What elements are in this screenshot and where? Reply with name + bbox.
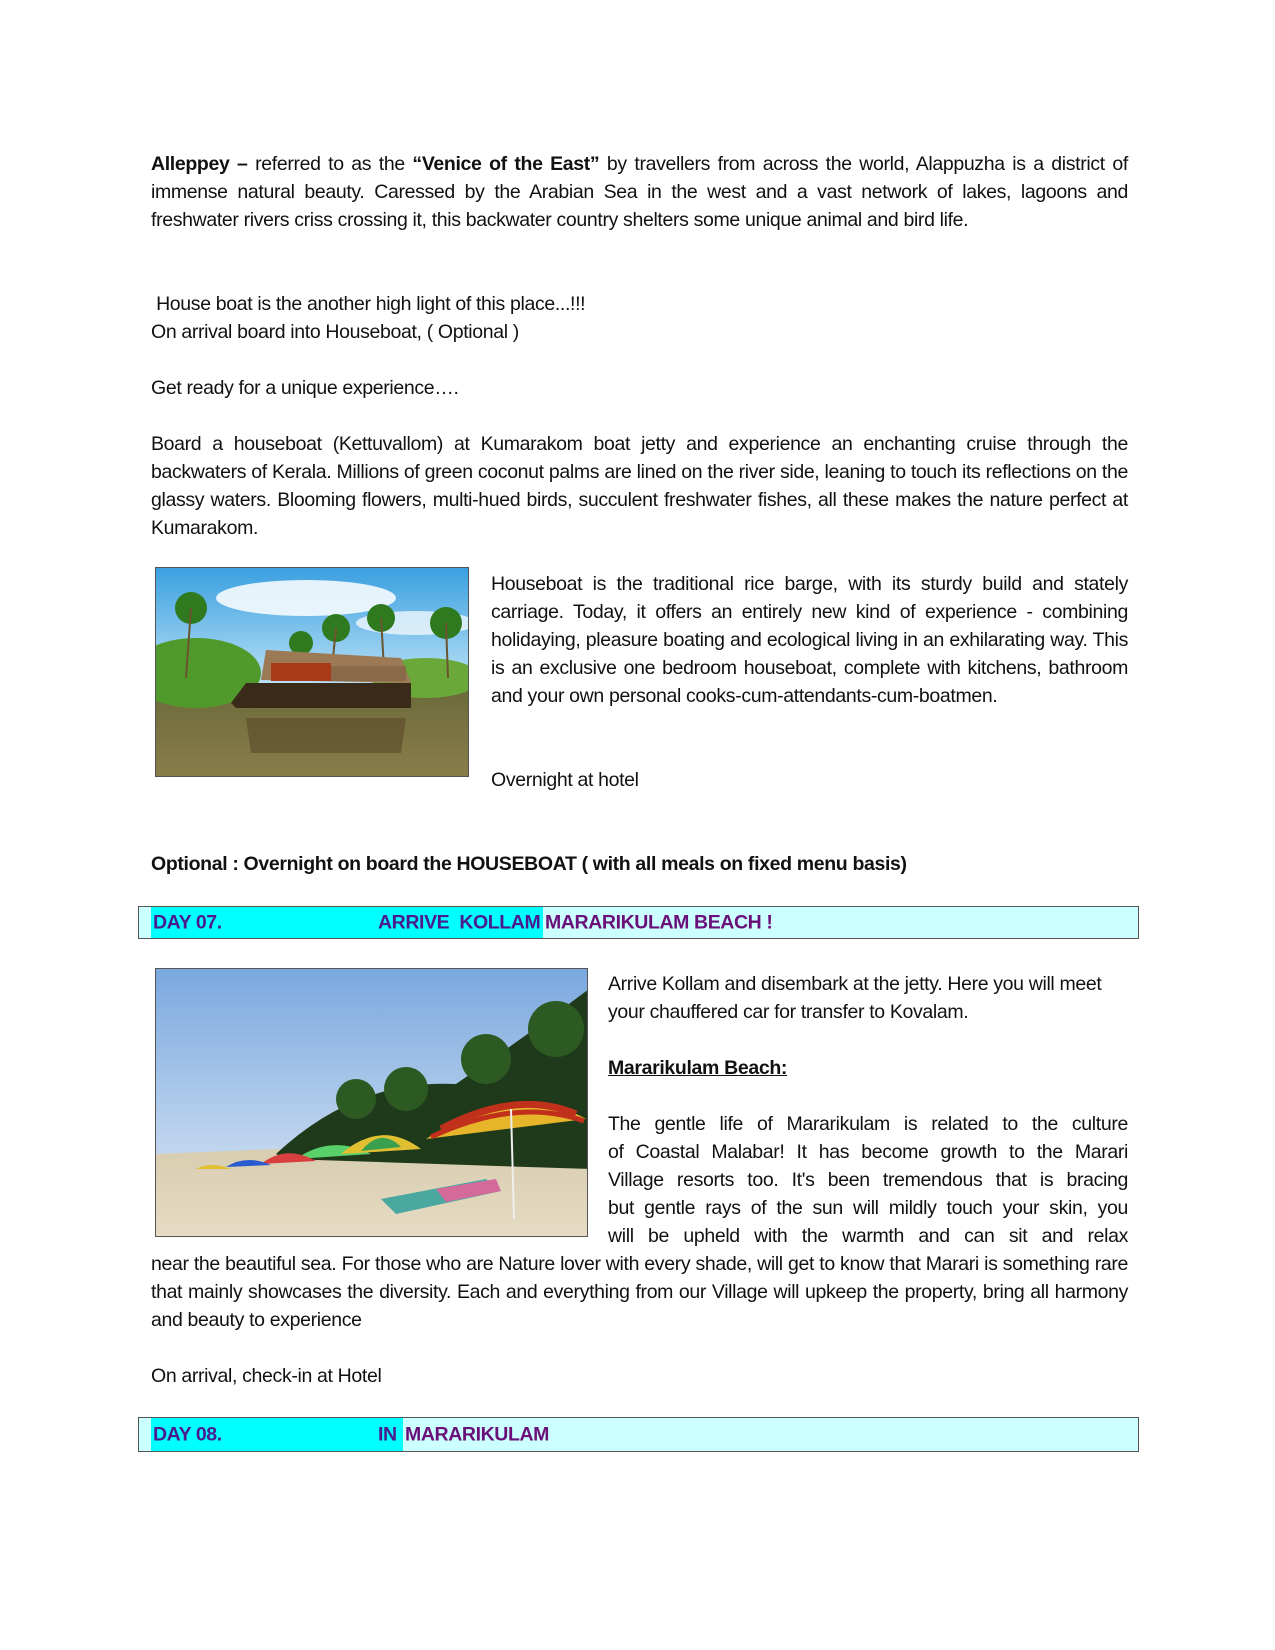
beach-line: will be upheld with the warmth and can sit and relax bbox=[608, 1225, 1128, 1247]
overnight-hotel-text: Overnight at hotel bbox=[491, 769, 639, 791]
intro-text-b: by travellers from across the world, Alappuzha is a district of immense natural beauty. Caressed by the Arabian Sea in the west and a vast network of lakes, lagoons and freshwater rivers criss crossing it, this backwater country shelters some unique animal and bird life. bbox=[151, 153, 1128, 231]
beach-image bbox=[155, 968, 588, 1237]
intro-quote: “Venice of the East” bbox=[412, 153, 600, 175]
day08-number: DAY 08. bbox=[153, 1423, 222, 1445]
day07-bar bbox=[138, 906, 1139, 939]
day08-action: IN bbox=[378, 1423, 397, 1445]
intro-place: Alleppey – bbox=[151, 153, 248, 175]
day07-action: ARRIVE KOLLAM bbox=[378, 911, 541, 933]
beach-line: of Coastal Malabar! It has become growth to the Marari bbox=[608, 1141, 1128, 1163]
houseboat-image bbox=[155, 567, 469, 777]
checkin-text: On arrival, check-in at Hotel bbox=[151, 1365, 382, 1387]
day07-place: MARARIKULAM BEACH ! bbox=[545, 911, 773, 933]
kollam-arrival-text: Arrive Kollam and disembark at the jetty. Here you will meet your chauffered car for transfer to Kovalam. bbox=[608, 973, 1102, 1023]
houseboat-highlight: House boat is the another high light of this place...!!! bbox=[151, 293, 586, 315]
houseboat-illustration bbox=[156, 568, 469, 777]
get-ready-text: Get ready for a unique experience…. bbox=[151, 377, 459, 399]
intro-text-a: referred to as the bbox=[247, 153, 413, 175]
beach-continued: near the beautiful sea. For those who are Nature lover with every shade, will get to know that Marari is something rare that mainly showcases the diversity. Each and everything from our Village will upkeep the property, bring all harmony and beauty to experience bbox=[151, 1253, 1128, 1331]
beach-line: but gentle rays of the sun will mildly touch your skin, you bbox=[608, 1197, 1128, 1219]
optional-overnight-heading: Optional : Overnight on board the HOUSEBOAT ( with all meals on fixed menu basis) bbox=[151, 853, 907, 875]
beach-line: Village resorts too. It's been tremendous that is bracing bbox=[608, 1169, 1128, 1191]
day07-number: DAY 07. bbox=[153, 911, 222, 933]
beach-heading: Mararikulam Beach: bbox=[608, 1057, 788, 1079]
day08-bar bbox=[138, 1417, 1139, 1452]
arrival-board-text: On arrival board into Houseboat, ( Optional ) bbox=[151, 321, 519, 343]
beach-illustration bbox=[156, 969, 588, 1237]
board-paragraph: Board a houseboat (Kettuvallom) at Kumarakom boat jetty and experience an enchanting cruise through the backwaters of Kerala. Millions of green coconut palms are lined on the river side, leaning to touch its reflections on the glassy waters. Blooming flowers, multi-hued birds, succulent freshwater fishes, all these makes the nature perfect at Kumarakom. bbox=[151, 433, 1128, 539]
intro-paragraph bbox=[151, 150, 1128, 234]
day08-place: MARARIKULAM bbox=[405, 1423, 549, 1445]
beach-line: The gentle life of Mararikulam is related to the culture bbox=[608, 1113, 1128, 1135]
houseboat-description: Houseboat is the traditional rice barge, with its sturdy build and stately carriage. Today, it offers an entirely new kind of experience - combining holidaying, pleasure boating and ecological living in an exhilarating way. This is an exclusive one bedroom houseboat, complete with kitchens, bathroom and your own personal cooks-cum-attendants-cum-boatmen. bbox=[491, 573, 1128, 707]
